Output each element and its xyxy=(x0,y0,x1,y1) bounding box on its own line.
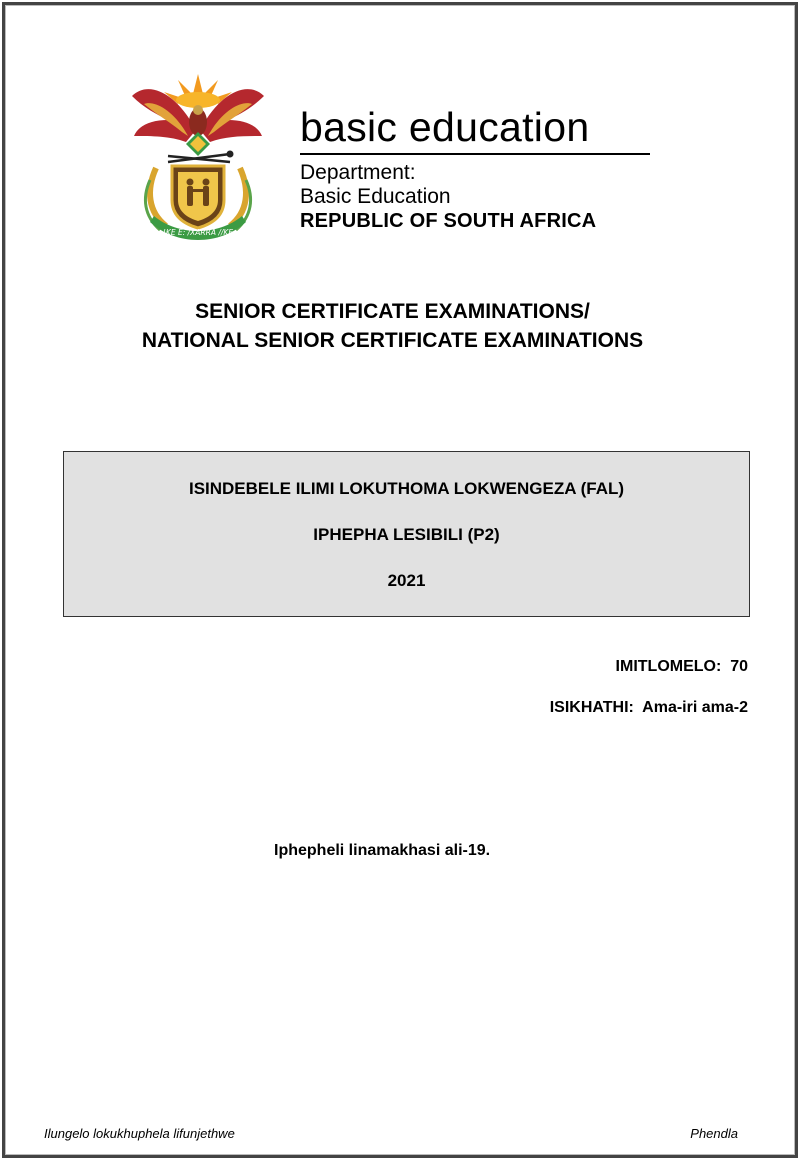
paper-name: IPHEPHA LESIBILI (P2) xyxy=(313,525,500,544)
department-header xyxy=(300,104,650,233)
exam-title xyxy=(0,297,785,355)
turn-over-note: Phendla xyxy=(690,1126,738,1141)
exam-title-line-2: NATIONAL SENIOR CERTIFICATE EXAMINATIONS xyxy=(141,329,644,352)
subject-name: ISINDEBELE ILIMI LOKUTHOMA LOKWENGEZA (FAL) xyxy=(188,479,625,498)
exam-title-line-1: SENIOR CERTIFICATE EXAMINATIONS/ xyxy=(195,300,590,323)
brand-wordmark: basic education xyxy=(300,104,650,155)
subject-box xyxy=(63,451,750,617)
motto-text: !KE E: /XARRA //KE xyxy=(162,228,234,237)
time-allowed: ISIKHATHI: Ama-iri ama-2 xyxy=(549,699,748,716)
marks-total: IMITLOMELO: 70 xyxy=(615,658,748,675)
copyright-note: Ilungelo lokukhuphela lifunjethwe xyxy=(44,1126,235,1141)
coat-of-arms-icon xyxy=(126,70,270,246)
department-label: Department: xyxy=(300,161,416,184)
exam-year: 2021 xyxy=(387,571,426,590)
page-count-note: Iphepheli linamakhasi ali-19. xyxy=(274,842,491,859)
country-name: REPUBLIC OF SOUTH AFRICA xyxy=(300,210,597,232)
department-name: Basic Education xyxy=(300,185,451,208)
